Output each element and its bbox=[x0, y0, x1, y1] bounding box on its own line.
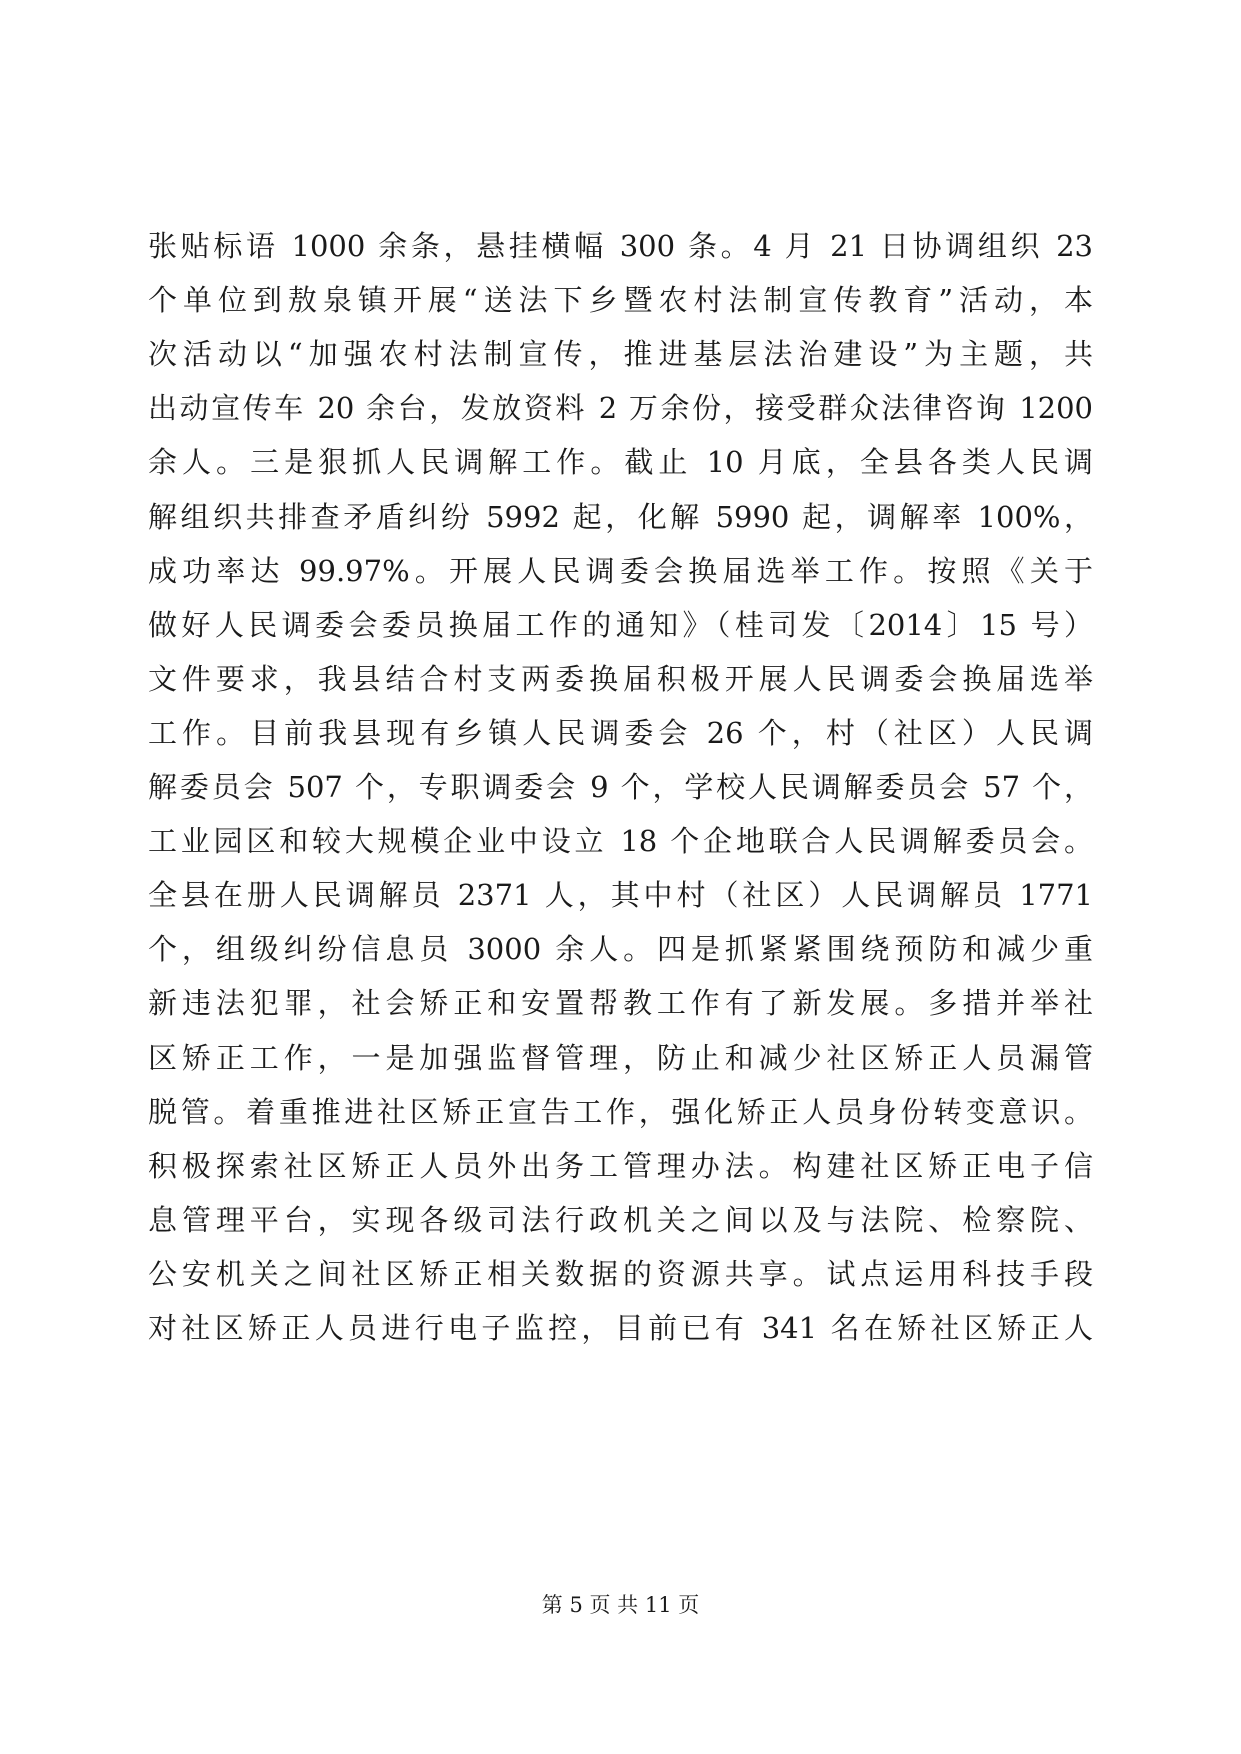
text-line: 解组织共排查矛盾纠纷 5992 起，化解 5990 起，调解率 100%， bbox=[148, 499, 1093, 534]
text-line: 积极探索社区矫正人员外出务工管理办法。构建社区矫正电子信 bbox=[148, 1148, 1093, 1183]
page-footer: 第 5 页 共 11 页 bbox=[541, 1593, 700, 1617]
text-line: 工业园区和较大规模企业中设立 18 个企地联合人民调解委员会。 bbox=[148, 824, 1093, 859]
text-line: 新违法犯罪，社会矫正和安置帮教工作有了新发展。多措并举社 bbox=[148, 986, 1093, 1021]
text-line: 文件要求，我县结合村支两委换届积极开展人民调委会换届选举 bbox=[148, 661, 1093, 696]
text-line: 工作。目前我县现有乡镇人民调委会 26 个，村（社区）人民调 bbox=[148, 715, 1093, 750]
text-line: 次活动以“加强农村法制宣传，推进基层法治建设”为主题，共 bbox=[148, 337, 1093, 372]
text-line: 余人。三是狠抓人民调解工作。截止 10 月底，全县各类人民调 bbox=[148, 445, 1093, 480]
text-line: 公安机关之间社区矫正相关数据的资源共享。试点运用科技手段 bbox=[148, 1256, 1093, 1291]
text-line: 脱管。着重推进社区矫正宣告工作，强化矫正人员身份转变意识。 bbox=[148, 1094, 1093, 1129]
text-line: 对社区矫正人员进行电子监控，目前已有 341 名在矫社区矫正人 bbox=[148, 1311, 1093, 1345]
text-line: 息管理平台，实现各级司法行政机关之间以及与法院、检察院、 bbox=[148, 1202, 1093, 1237]
text-line: 解委员会 507 个，专职调委会 9 个，学校人民调解委员会 57 个， bbox=[148, 770, 1093, 804]
text-line: 个，组级纠纷信息员 3000 余人。四是抓紧紧围绕预防和减少重 bbox=[148, 932, 1093, 967]
text-line: 做好人民调委会委员换届工作的通知》（桂司发〔2014〕15 号） bbox=[148, 607, 1093, 642]
text-line: 全县在册人民调解员 2371 人，其中村（社区）人民调解员 1771 bbox=[148, 878, 1093, 913]
text-line: 出动宣传车 20 余台，发放资料 2 万余份，接受群众法律咨询 1200 bbox=[148, 391, 1093, 426]
text-line: 张贴标语 1000 余条，悬挂横幅 300 条。4 月 21 日协调组织 23 bbox=[148, 229, 1093, 263]
text-line: 成功率达 99.97%。开展人民调委会换届选举工作。按照《关于 bbox=[148, 553, 1093, 588]
text-line: 个单位到敖泉镇开展“送法下乡暨农村法制宣传教育”活动，本 bbox=[148, 283, 1093, 318]
text-line: 区矫正工作，一是加强监督管理，防止和减少社区矫正人员漏管 bbox=[148, 1040, 1093, 1075]
